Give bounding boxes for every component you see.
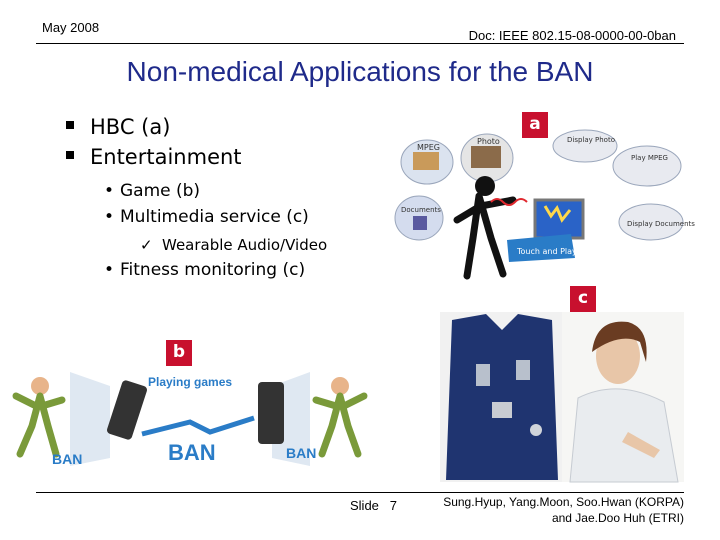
ban-center-label: BAN: [168, 440, 216, 465]
header-date: May 2008: [42, 20, 100, 35]
person-body: [457, 196, 513, 276]
ban-right-label: BAN: [286, 445, 317, 461]
checkmark-icon: ✓: [140, 236, 153, 254]
ban-left-label: BAN: [52, 451, 83, 467]
play-mpeg-label: Play MPEG: [631, 154, 668, 162]
jacket-device-1: [476, 364, 490, 386]
woman-jacket: [570, 389, 678, 482]
player-left-body: [16, 396, 62, 454]
jacket-device-4: [530, 424, 542, 436]
bullet-text: HBC (a): [90, 115, 171, 139]
jacket: [446, 314, 558, 480]
game-illustration: [10, 366, 370, 470]
sub-bullet-game: [66, 178, 327, 204]
mpeg-thumbnail: [413, 152, 439, 170]
play-mpeg-bubble: [613, 146, 681, 186]
header-doc-id: Doc: IEEE 802.15-08-0000-00-0ban: [468, 28, 676, 43]
photo-thumbnail: [471, 146, 501, 168]
display-photo-label: Display Photo: [567, 136, 615, 144]
documents-label: Documents: [401, 206, 441, 214]
bullet-entertainment: [66, 142, 327, 172]
square-bullet-icon: [66, 151, 74, 159]
sub-bullet-multimedia: [66, 204, 327, 230]
bullet-text: Game (b): [120, 181, 201, 201]
badge-a: a: [522, 112, 548, 138]
wearable-photo: [440, 312, 684, 482]
player-right-head: [331, 377, 349, 395]
sub-bullet-fitness: [66, 257, 327, 283]
display-photo-bubble: [553, 130, 617, 162]
bullet-text: Multimedia service (c): [120, 207, 309, 227]
square-bullet-icon: [66, 121, 74, 129]
jacket-device-2: [516, 360, 530, 380]
footer-authors: [424, 494, 684, 526]
dot-bullet-icon: •: [104, 207, 115, 227]
authors-line-1: Sung.Hyup, Yang.Moon, Soo.Hwan (KORPA): [443, 495, 684, 509]
footer-rule: [36, 492, 684, 493]
player-left-head: [31, 377, 49, 395]
touch-play-caption: Touch and Play !!: [517, 247, 586, 256]
hbc-illustration: [395, 128, 695, 280]
display-documents-label: Display Documents: [627, 220, 695, 228]
phone-left: [106, 379, 148, 440]
photo-label: Photo: [477, 137, 500, 146]
mpeg-label: MPEG: [417, 143, 440, 152]
bullet-text: Wearable Audio/Video: [162, 236, 328, 254]
sub-sub-bullet-wearable: [66, 233, 327, 257]
bullet-list: [66, 112, 327, 283]
display-screen: [535, 200, 583, 238]
bullet-hbc: [66, 112, 327, 142]
header-rule: [36, 43, 684, 44]
slide-title: Non-medical Applications for the BAN: [126, 56, 594, 87]
phone-right: [258, 382, 284, 444]
slide-number: Slide 7: [350, 498, 397, 513]
playing-games-label: Playing games: [148, 375, 233, 389]
badge-b: b: [166, 340, 192, 366]
dot-bullet-icon: •: [104, 260, 115, 280]
dot-bullet-icon: •: [104, 181, 115, 201]
ban-link-arrow: [142, 418, 254, 434]
player-right-body: [316, 396, 364, 454]
bullet-text: Fitness monitoring (c): [120, 260, 306, 280]
jacket-device-3: [492, 402, 512, 418]
authors-line-2: and Jae.Doo Huh (ETRI): [551, 511, 684, 525]
badge-c: c: [570, 286, 596, 312]
documents-thumbnail: [413, 216, 427, 230]
bullet-text: Entertainment: [90, 145, 242, 169]
